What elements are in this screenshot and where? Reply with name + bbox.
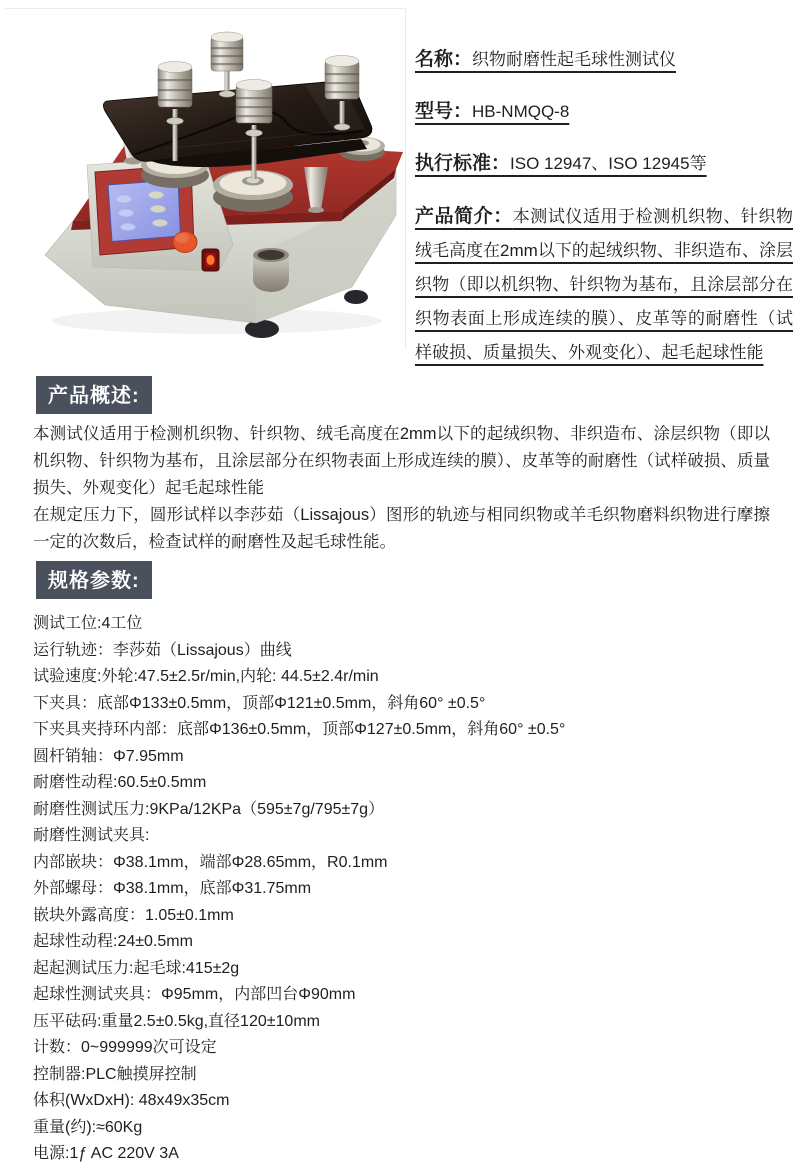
spec-line: 下夹具：底部Φ133±0.5mm，顶部Φ121±0.5mm，斜角60° ±0.5° [33,694,486,712]
spec-line: 起球性测试夹具：Φ95mm，内部凹台Φ90mm [33,986,356,1003]
model-label: 型号： [415,101,473,122]
spec-list [33,611,778,1168]
overview-text [33,421,770,556]
spec-line: 起球性动程:24±0.5mm [33,933,193,950]
touchscreen [108,180,181,242]
spec-line: 耐磨性测试压力:9KPa/12KPa（595±7g/795±7g） [33,800,385,818]
name-value: 织物耐磨性起毛球性测试仪 [472,50,677,69]
overview-paragraph-2: 在规定压力下，圆形试样以李莎茹（Lissajous）图形的轨迹与相同织物或羊毛织物磨料织物进行摩擦一定的次数后，检查试样的耐磨性及起毛球性能。 [33,506,770,551]
product-model-row [415,96,793,123]
spec-line: 外部螺母：Φ38.1mm，底部Φ31.75mm [33,880,312,897]
product-intro [415,200,793,370]
model-value: HB-NMQQ-8 [472,102,570,121]
name-label: 名称： [415,49,473,70]
product-photo [5,8,406,349]
sample-cup [253,248,289,292]
specs-section-header: 规格参数: [36,561,152,599]
machine-illustration [5,9,405,349]
spec-line: 测试工位:4工位 [33,615,143,632]
start-button [173,232,197,253]
product-info [415,44,793,370]
spec-line: 重量(约):≈60Kg [33,1118,143,1136]
spec-line: 控制器:PLC触摸屏控制 [33,1065,197,1083]
spec-line: 电源:1ƒ AC 220V 3A [33,1145,179,1162]
spec-line: 下夹具夹持环内部：底部Φ136±0.5mm，顶部Φ127±0.5mm，斜角60° ±0.5° [33,721,566,738]
spec-line: 试验速度:外轮:47.5±2.5r/min,内轮: 44.5±2.4r/min [33,668,379,685]
intro-value: 本测试仪适用于检测机织物、针织物绒毛高度在2mm以下的起绒织物、非织造布、涂层织物（即以机织物、针织物为基布，且涂层部分在织物表面上形成连续的膜）、皮革等的耐磨性（试样破损、质量损失、外观变化）、起毛起球性能 [415,207,793,362]
standard-label: 执行标准： [415,153,511,174]
intro-label: 产品简介： [415,206,513,227]
power-switch [202,249,219,271]
product-name-row [415,44,793,71]
spec-line: 耐磨性测试夹具: [33,827,150,844]
overview-paragraph-1: 本测试仪适用于检测机织物、针织物、绒毛高度在2mm以下的起绒织物、非织造布、涂层织物（即以机织物、针织物为基布，且涂层部分在织物表面上形成连续的膜）、皮革等的耐磨性（试样破损、质量损失、外观变化）起毛起球性能 [33,425,770,497]
spec-line: 运行轨迹：李莎茹（Lissajous）曲线 [33,641,292,659]
spec-line: 内部嵌块：Φ38.1mm，端部Φ28.65mm，R0.1mm [33,853,388,871]
standard-value: ISO 12947、ISO 12945等 [510,154,707,173]
spec-line: 嵌块外露高度：1.05±0.1mm [33,906,234,924]
product-standard-row [415,148,793,175]
overview-section-header: 产品概述: [36,376,152,414]
spec-line: 耐磨性动程:60.5±0.5mm [33,774,207,791]
spec-line: 计数：0~999999次可设定 [33,1039,217,1056]
spec-line: 压平砝码:重量2.5±0.5kg,直径120±10mm [33,1012,320,1030]
spec-line: 圆杆销轴：Φ7.95mm [33,747,184,765]
spec-line: 起起测试压力:起毛球:415±2g [33,959,240,977]
spec-line: 体积(WxDxH): 48x49x35cm [33,1092,230,1109]
